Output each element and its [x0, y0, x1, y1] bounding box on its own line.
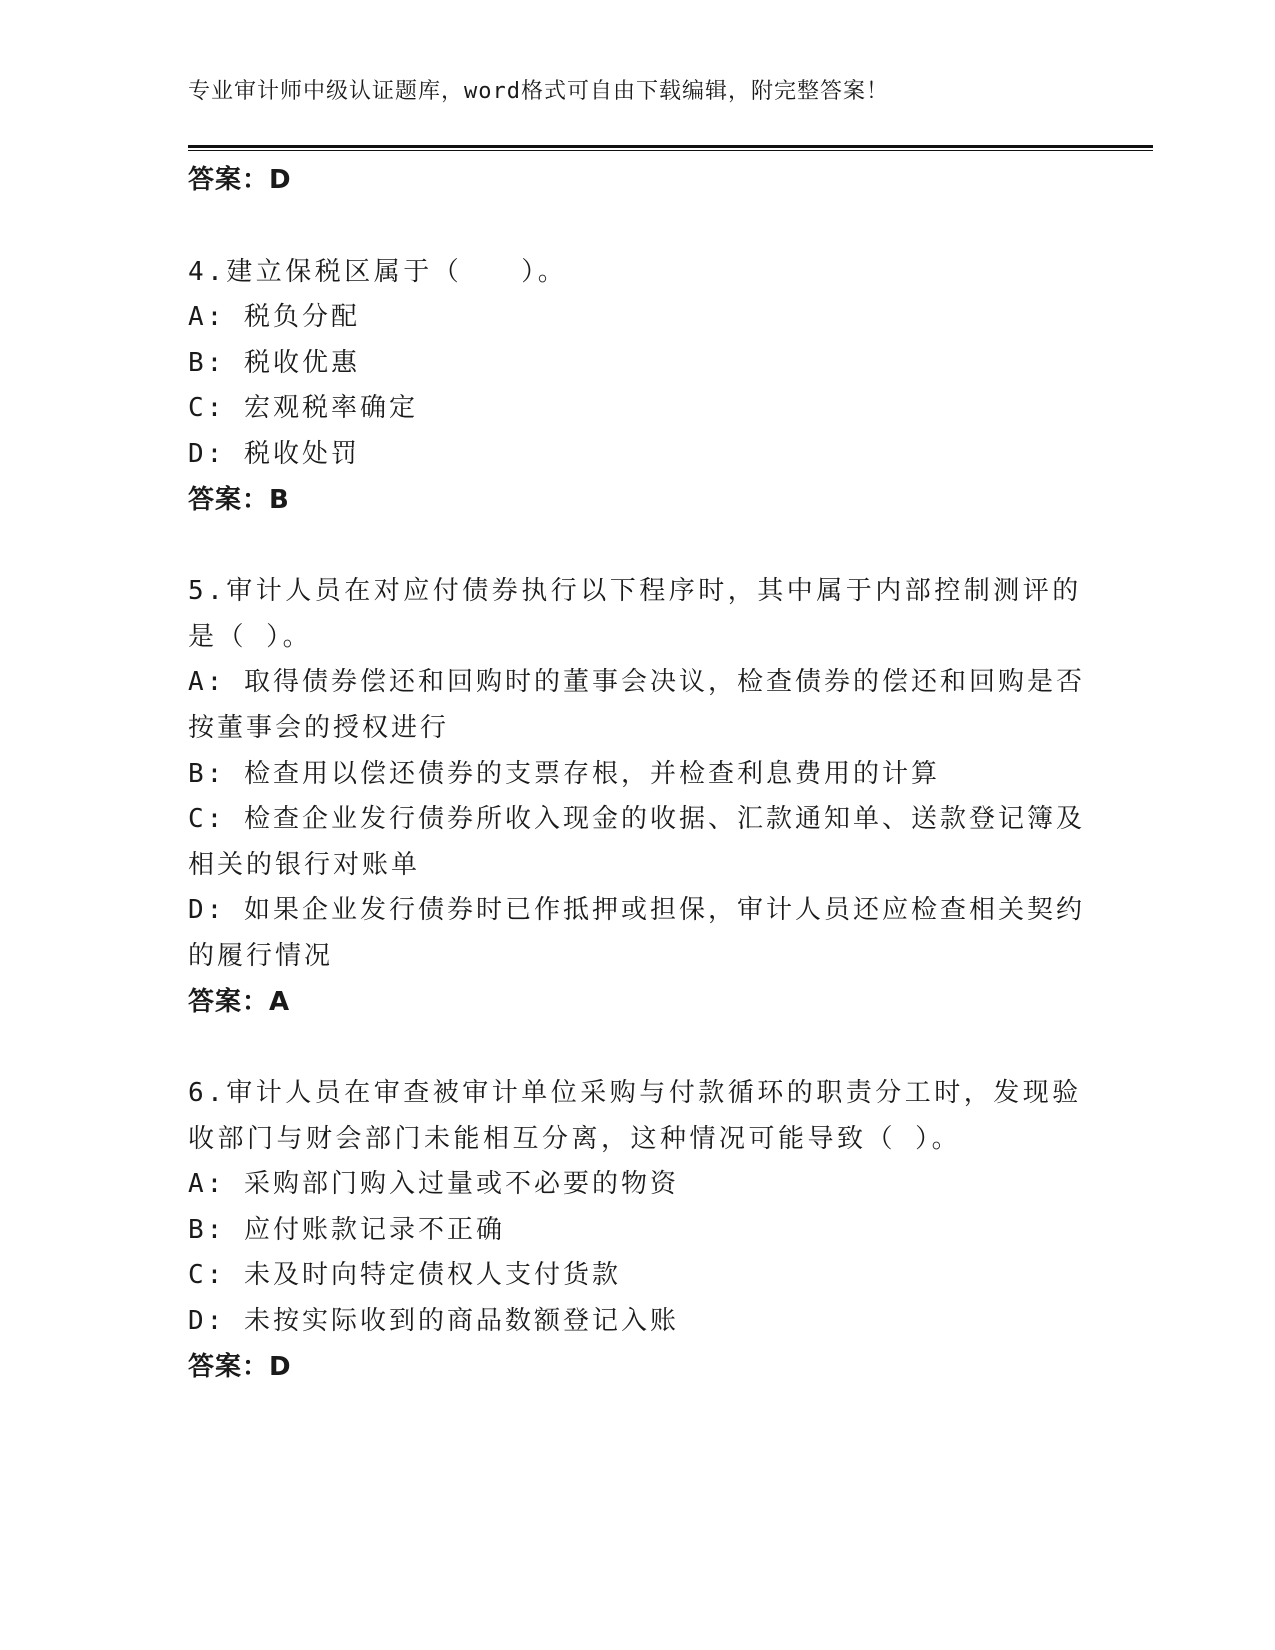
answer-value: A — [269, 986, 291, 1017]
answer-option: C: 未及时向特定债权人支付货款 — [188, 1260, 621, 1291]
answer-option: C: 检查企业发行债券所收入现金的收据、汇款通知单、送款登记簿及 — [188, 804, 1085, 835]
question-answer — [188, 980, 1088, 1026]
question-content — [188, 158, 1088, 1390]
question-spacer — [188, 204, 1088, 250]
header-rule-thin — [188, 150, 1153, 151]
question-block — [188, 1071, 1088, 1390]
question-block — [188, 569, 1088, 1025]
answer-label: 答案： — [188, 165, 270, 195]
answer-option: A: 采购部门购入过量或不必要的物资 — [188, 1169, 679, 1200]
question-list — [188, 204, 1088, 1391]
answer-value: D — [269, 1351, 292, 1382]
answer-label: 答案： — [188, 484, 270, 515]
answer-option: A: 税负分配 — [188, 302, 360, 333]
answer-value: B — [269, 484, 290, 515]
answer-option: D: 未按实际收到的商品数额登记入账 — [188, 1306, 679, 1337]
question-stem: 4.建立保税区属于（ ）。 — [188, 256, 568, 287]
answer-option: D: 税收处罚 — [188, 438, 360, 469]
answer-value: D — [269, 165, 292, 195]
header-rule-thick — [188, 145, 1153, 148]
question-stem: 5.审计人员在对应付债券执行以下程序时，其中属于内部控制测评的 — [188, 576, 1082, 607]
answer-option: D: 如果企业发行债券时已作抵押或担保，审计人员还应检查相关契约 — [188, 895, 1085, 926]
answer-option: C: 宏观税率确定 — [188, 393, 418, 424]
question-stem: 是（ ）。 — [188, 621, 313, 652]
answer-option: B: 应付账款记录不正确 — [188, 1214, 505, 1245]
answer-label: 答案： — [188, 986, 270, 1017]
answer-option: B: 税收优惠 — [188, 347, 360, 378]
answer-option: 相关的银行对账单 — [188, 849, 421, 880]
answer-option: B: 检查用以偿还债券的支票存根，并检查利息费用的计算 — [188, 758, 940, 789]
answer-label: 答案： — [188, 1351, 270, 1382]
answer-option: 按董事会的授权进行 — [188, 712, 450, 743]
question-stem: 收部门与财会部门未能相互分离，这种情况可能导致（ ）。 — [188, 1123, 962, 1154]
previous-answer — [188, 158, 1088, 204]
page-header: 专业审计师中级认证题库，word格式可自由下载编辑，附完整答案！ — [188, 79, 889, 104]
question-stem: 6.审计人员在审查被审计单位采购与付款循环的职责分工时，发现验 — [188, 1078, 1082, 1109]
question-block — [188, 250, 1088, 524]
question-answer — [188, 478, 1088, 524]
question-spacer — [188, 523, 1088, 569]
answer-option: 的履行情况 — [188, 940, 334, 971]
question-answer — [188, 1345, 1088, 1391]
answer-option: A: 取得债券偿还和回购时的董事会决议，检查债券的偿还和回购是否 — [188, 667, 1085, 698]
question-spacer — [188, 1025, 1088, 1071]
